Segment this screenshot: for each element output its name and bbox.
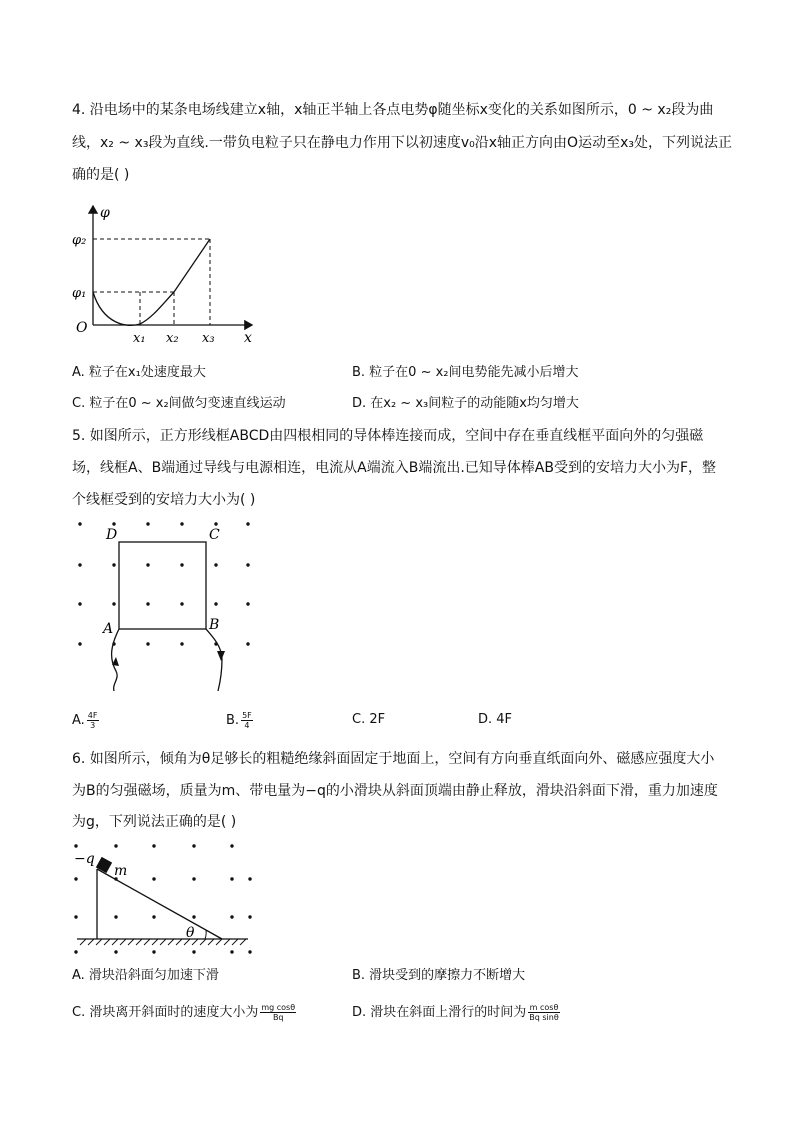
q5-option-b[interactable]: B. $\frac{5F}{4}$ [226, 711, 252, 730]
slider-block [96, 857, 112, 873]
q5-line-3: 个线框受到的安培力大小为( ) [72, 492, 256, 508]
q5-line-1: 5. 如图所示，正方形线框ABCD由四根相同的导体棒连接而成，空间中存在垂直线框平面向外的匀强磁 [72, 428, 704, 444]
mass-label: m [114, 863, 128, 879]
label-a: A [103, 621, 114, 637]
q5-line-2: 场，线框A、B端通过导线与电源相连，电流从A端流入B端流出.已知导体棒AB受到的安培力大小为F，整 [72, 460, 717, 476]
x2-label: x₂ [166, 331, 179, 345]
phi-line [174, 239, 210, 292]
q6-incline-figure [72, 842, 257, 957]
phi1-label: φ₁ [72, 286, 87, 301]
q4-line-1: 4. 沿电场中的某条电场线建立x轴，x轴正半轴上各点电势φ随坐标x变化的关系如图所示，0 ~ x₂段为曲 [72, 102, 714, 118]
q6-line-2: 为B的匀强磁场，质量为m、带电量为−q的小滑块从斜面顶端由静止释放，滑块沿斜面下滑，重力加速度 [72, 783, 718, 799]
q6-line-1: 6. 如图所示，倾角为θ足够长的粗糙绝缘斜面固定于地面上，空间有方向垂直纸面向外、磁感应强度大小 [72, 751, 715, 767]
x3-label: x₃ [202, 331, 215, 345]
q4-option-a[interactable]: A. 粒子在x₁处速度最大 [72, 365, 206, 380]
y-axis-label: φ [100, 205, 110, 221]
q4-option-c[interactable]: C. 粒子在0 ~ x₂间做匀变速直线运动 [72, 396, 286, 411]
q6-option-a[interactable]: A. 滑块沿斜面匀加速下滑 [72, 968, 219, 983]
label-b: B [209, 617, 220, 633]
phi-curve [93, 292, 174, 325]
q5-option-d[interactable]: D. 4F [478, 712, 513, 727]
q6-option-d[interactable]: D. 滑块在斜面上滑行的时间为 $\frac{\text{m cosθ}}{\text{Bq sinθ}}$ [352, 1003, 559, 1022]
incline-slope [97, 869, 222, 939]
q6-line-3: 为g，下列说法正确的是( ) [72, 814, 237, 830]
label-d: D [106, 527, 118, 543]
q5-option-c[interactable]: C. 2F [352, 712, 386, 727]
q4-option-b[interactable]: B. 粒子在0 ~ x₂间电势能先减小后增大 [352, 365, 579, 380]
q4-option-d[interactable]: D. 在x₂ ~ x₃间粒子的动能随x均匀增大 [352, 396, 579, 411]
label-c: C [209, 527, 220, 543]
q4-line-3: 确的是( ) [72, 167, 130, 183]
q5-square-frame-figure [72, 515, 257, 695]
q4-phi-x-graph [70, 200, 260, 345]
x-axis-label: x [244, 330, 252, 345]
lead-wire-b [206, 629, 222, 691]
q5-option-a[interactable]: A. $\frac{4F}{3}$ [72, 711, 98, 730]
origin-label: O [76, 320, 88, 336]
q6-option-c[interactable]: C. 滑块离开斜面时的速度大小为 $\frac{\text{mg cosθ}}{Bq}$ [72, 1003, 296, 1022]
q6-option-b[interactable]: B. 滑块受到的摩擦力不断增大 [352, 968, 526, 983]
phi2-label: φ₂ [72, 233, 87, 248]
charge-label: −q [74, 851, 95, 867]
square-frame [119, 542, 206, 629]
angle-label: θ [186, 925, 195, 941]
x1-label: x₁ [133, 331, 146, 345]
q4-line-2: 线，x₂ ~ x₃段为直线.一带负电粒子只在静电力作用下以初速度v₀沿x轴正方向由O运动至x₃处，下列说法正 [72, 135, 732, 151]
